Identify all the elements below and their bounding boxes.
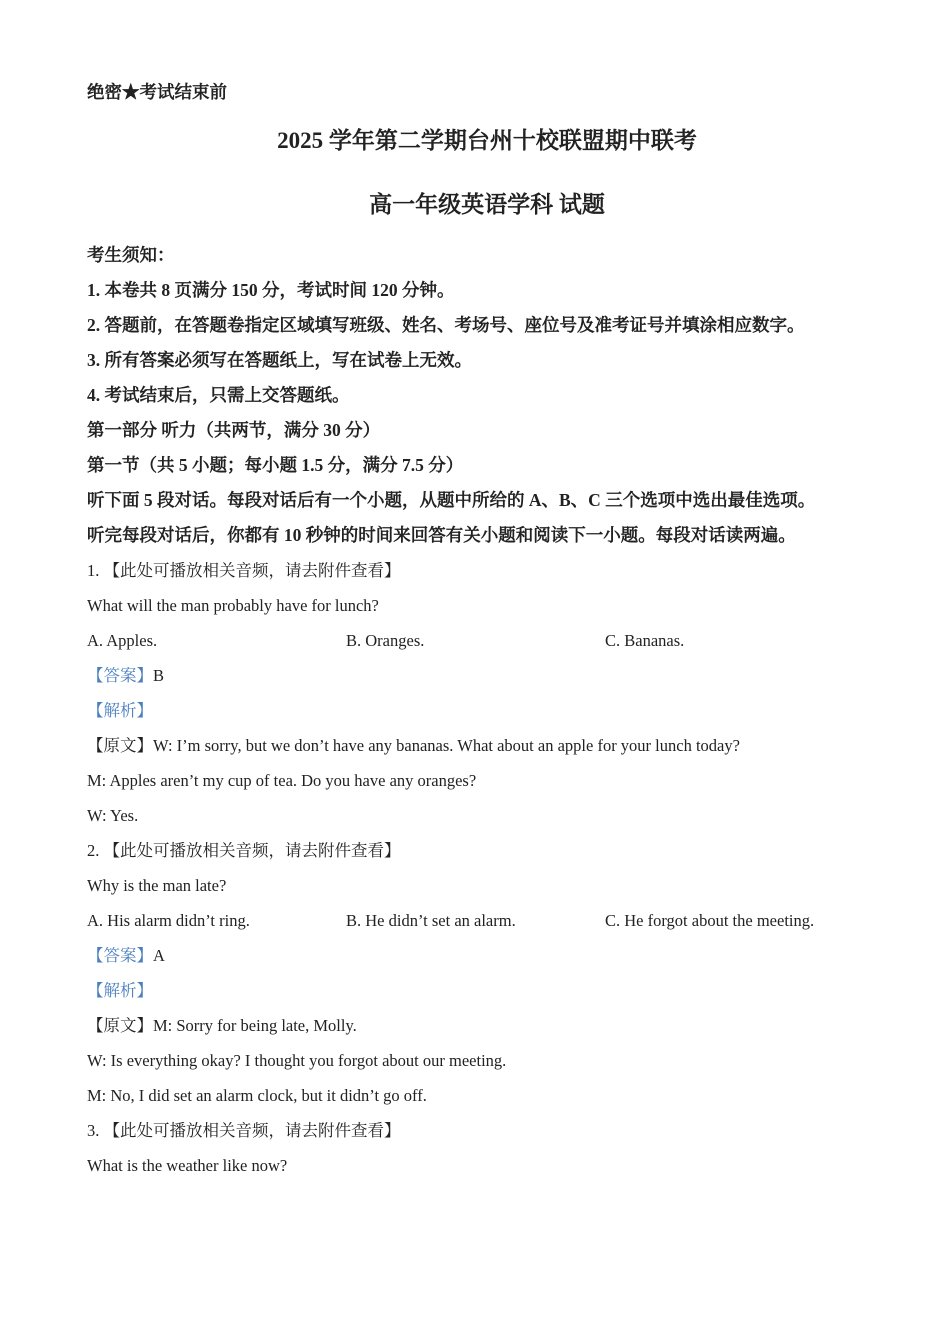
question-text: Why is the man late? [87,876,227,895]
exam-page [87,76,887,1183]
question-text: What will the man probably have for lunch? [87,596,379,615]
transcript-line: M: No, I did set an alarm clock, but it didn’t go off. [87,1086,427,1105]
notice-heading: 考生须知： [87,245,175,265]
transcript-line: 【原文】M: Sorry for being late, Molly. [87,1016,357,1035]
transcript-line: M: Apples aren’t my cup of tea. Do you have any oranges? [87,771,477,790]
audio-note: 3. 【此处可播放相关音频，请去附件查看】 [87,1121,401,1140]
analysis-label: 【解析】 [87,701,153,720]
instruction-line: 听完每段对话后，你都有 10 秒钟的时间来回答有关小题和阅读下一小题。每段对话读两遍。 [87,525,796,545]
confidential-label: 绝密★考试结束前 [87,82,227,102]
notice-item: 4. 考试结束后，只需上交答题纸。 [87,385,350,405]
option-b: B. He didn’t set an alarm. [346,911,516,930]
options-row [87,903,887,938]
section-title: 第一节（共 5 小题；每小题 1.5 分，满分 7.5 分） [87,455,464,475]
question-text: What is the weather like now? [87,1156,288,1175]
options-row [87,623,887,658]
notice-item: 3. 所有答案必须写在答题纸上，写在试卷上无效。 [87,350,472,370]
answer-row [87,938,887,973]
option-c: C. He forgot about the meeting. [605,911,815,930]
notice-item: 2. 答题前，在答题卷指定区域填写班级、姓名、考场号、座位号及准考证号并填涂相应数字。 [87,315,805,335]
answer-value: A [153,946,165,965]
audio-note: 1. 【此处可播放相关音频，请去附件查看】 [87,561,401,580]
answer-value: B [153,666,165,685]
transcript-line: 【原文】W: I’m sorry, but we don’t have any bananas. What about an apple for your lunch today? [87,736,740,755]
option-a: A. Apples. [87,631,158,650]
option-b: B. Oranges. [346,631,425,650]
answer-label: 【答案】 [87,666,153,685]
exam-subtitle: 高一年级英语学科 试题 [369,192,605,217]
exam-title: 2025 学年第二学期台州十校联盟期中联考 [277,128,697,153]
analysis-label: 【解析】 [87,981,153,1000]
option-c: C. Bananas. [605,631,685,650]
answer-label: 【答案】 [87,946,153,965]
transcript-line: W: Yes. [87,806,139,825]
instruction-line: 听下面 5 段对话。每段对话后有一个小题，从题中所给的 A、B、C 三个选项中选出最佳选项。 [87,490,816,510]
part-title: 第一部分 听力（共两节，满分 30 分） [87,420,381,440]
audio-note: 2. 【此处可播放相关音频，请去附件查看】 [87,841,401,860]
answer-row [87,658,887,693]
transcript-line: W: Is everything okay? I thought you forgot about our meeting. [87,1051,507,1070]
option-a: A. His alarm didn’t ring. [87,911,250,930]
notice-item: 1. 本卷共 8 页满分 150 分，考试时间 120 分钟。 [87,280,455,300]
